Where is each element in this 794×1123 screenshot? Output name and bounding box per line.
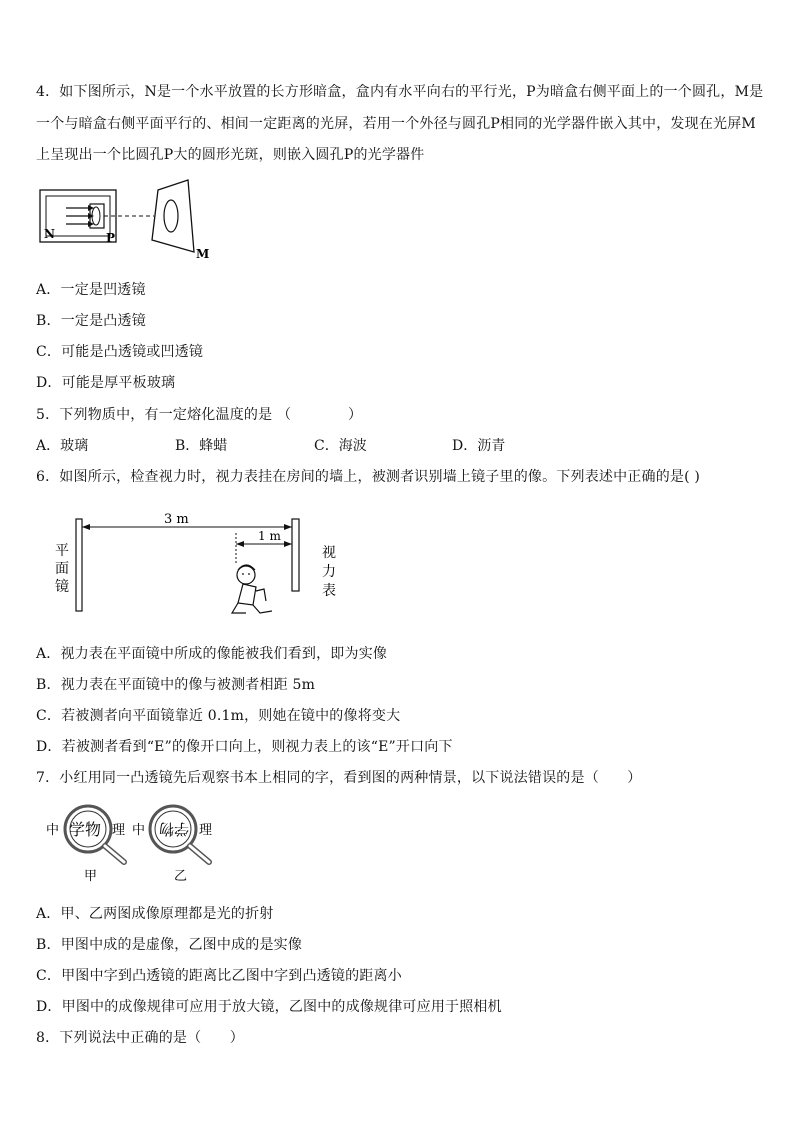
q6-option-c: C．若被测者向平面镜靠近 0.1m，则她在镜中的像将变大 <box>36 708 401 724</box>
q6-stem: 6．如图所示，检查视力时，视力表挂在房间的墙上，被测者识别墙上镜子里的像。下列表述中正确的是( ) <box>36 469 701 485</box>
mirror-label-3: 镜 <box>55 579 69 595</box>
jia-magnified-text: 学物 <box>69 820 102 839</box>
mirror-label-2: 面 <box>55 561 69 577</box>
q6-figure <box>50 505 360 625</box>
q5-option-b: B．蜂蜡 <box>175 438 228 454</box>
q5-option-a: A．玻璃 <box>36 438 89 454</box>
jia-label: 甲 <box>84 869 98 884</box>
plane-mirror <box>76 519 82 611</box>
light-spot <box>164 200 178 232</box>
q4-option-d: D．可能是厚平板玻璃 <box>36 375 176 391</box>
q7-stem: 7．小红用同一凸透镜先后观察书本上相同的字，看到图的两种情景，以下说法错误的是（ ） <box>36 770 642 786</box>
q4-option-a: A．一定是凹透镜 <box>36 282 146 298</box>
q5-option-c: C．海波 <box>314 438 367 454</box>
yi-label: 乙 <box>174 869 188 884</box>
q4-stem-line-2: 一个与暗盒右侧平面平行的、相间一定距离的光屏，若用一个外径与圆孔P相同的光学器件嵌入其中，发现在光屏M <box>36 116 756 132</box>
examinee-figure <box>232 565 272 613</box>
light-screen-m <box>152 180 194 252</box>
label-n: N <box>44 227 55 241</box>
q7-figure <box>44 802 234 884</box>
yi-inverted-text: 学物 <box>158 820 189 838</box>
q4-figure <box>36 178 226 264</box>
q7-option-b: B．甲图中成的是虚像，乙图中成的是实像 <box>36 937 303 953</box>
yi-right-char: 理 <box>199 823 213 838</box>
q6-option-d: D．若被测者看到“E”的像开口向上，则视力表上的该“E”开口向下 <box>36 739 453 755</box>
q5-option-d: D．沥青 <box>452 438 506 454</box>
chart-label-3: 表 <box>322 583 336 599</box>
label-p: P <box>106 231 116 245</box>
label-3m: 3 m <box>164 512 189 527</box>
q5-stem: 5．下列物质中，有一定熔化温度的是 （ ） <box>36 407 363 423</box>
q6-option-a: A．视力表在平面镜中所成的像能被我们看到，即为实像 <box>36 646 388 662</box>
chart-label-2: 力 <box>322 564 336 580</box>
q4-stem-line-3: 上呈现出一个比圆孔P大的圆形光斑，则嵌入圆孔P的光学器件 <box>36 147 425 163</box>
label-m: M <box>196 247 210 261</box>
chart-label-1: 视 <box>322 545 336 561</box>
q4-option-c: C．可能是凸透镜或凹透镜 <box>36 344 204 360</box>
q7-option-c: C．甲图中字到凸透镜的距离比乙图中字到凸透镜的距离小 <box>36 968 402 984</box>
yi-left-char: 中 <box>132 823 146 838</box>
q7-option-a: A．甲、乙两图成像原理都是光的折射 <box>36 906 274 922</box>
q4-option-b: B．一定是凸透镜 <box>36 313 146 329</box>
q4-stem-line-1: 4．如下图所示，N是一个水平放置的长方形暗盒，盒内有水平向右的平行光，P为暗盒右侧平面上的一个圆孔，M是 <box>36 84 764 100</box>
jia-right-char: 理 <box>112 823 126 838</box>
jia-left-char: 中 <box>46 823 60 838</box>
q7-option-d: D．甲图中的成像规律可应用于放大镜，乙图中的成像规律可应用于照相机 <box>36 999 502 1015</box>
mirror-label-1: 平 <box>55 543 69 559</box>
q6-option-b: B．视力表在平面镜中的像与被测者相距 5m <box>36 677 316 693</box>
eye-chart <box>292 519 299 591</box>
q8-stem: 8．下列说法中正确的是（ ） <box>36 1030 244 1046</box>
label-1m: 1 m <box>258 529 281 543</box>
